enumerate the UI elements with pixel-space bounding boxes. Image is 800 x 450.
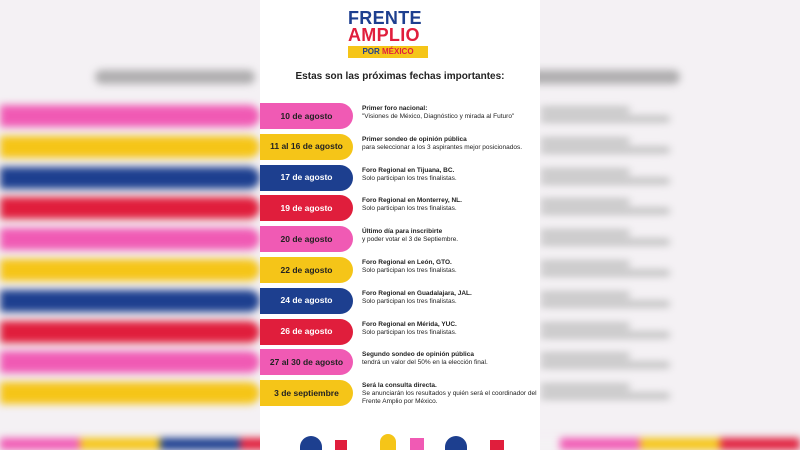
event-text xyxy=(362,382,538,406)
logo-mexico-text: MÉXICO xyxy=(382,47,414,56)
event-title: Foro Regional en Mérida, YUC. xyxy=(362,320,457,328)
event-row xyxy=(260,257,540,283)
blurred-pill xyxy=(0,197,260,219)
blurred-text-line xyxy=(540,138,630,144)
event-row xyxy=(260,288,540,314)
event-date-pill: 19 de agosto xyxy=(260,195,353,221)
event-title: Último día para inscribirte xyxy=(362,228,443,236)
event-date-pill: 11 al 16 de agosto xyxy=(260,134,353,160)
blurred-text-line xyxy=(540,169,630,175)
blurred-text-line xyxy=(540,292,630,298)
blurred-pill xyxy=(0,321,260,343)
page-title: Estas son las próximas fechas importantes: xyxy=(295,71,505,82)
blurred-heading xyxy=(95,70,255,84)
event-description: y poder votar el 3 de Septiembre. xyxy=(362,236,459,244)
blurred-pill xyxy=(0,105,260,127)
blurred-text-line xyxy=(540,230,630,236)
event-row xyxy=(260,195,540,221)
event-text xyxy=(362,228,538,244)
event-description: Solo participan los tres finalistas. xyxy=(362,297,457,305)
event-title: Foro Regional en León, GTO. xyxy=(362,259,452,266)
blurred-pill xyxy=(0,136,260,158)
logo-por-text: POR xyxy=(362,47,382,56)
blurred-text-line xyxy=(540,116,670,122)
event-title: Foro Regional en Monterrey, NL. xyxy=(362,197,462,205)
event-text xyxy=(362,197,538,213)
event-title: Será la consulta directa. xyxy=(362,382,437,390)
event-date-pill: 27 al 30 de agosto xyxy=(260,349,353,375)
blurred-heading xyxy=(530,70,680,84)
event-text xyxy=(362,321,538,337)
event-description: Solo participan los tres finalistas. xyxy=(362,328,457,336)
frente-amplio-logo xyxy=(348,10,458,58)
blurred-pill xyxy=(0,259,260,281)
event-description: Se anunciarán los resultados y quién será el coordinador del Frente Amplio por México. xyxy=(362,390,537,406)
blurred-pill xyxy=(0,382,260,404)
event-row xyxy=(260,103,540,129)
blurred-text-line xyxy=(540,393,670,399)
blurred-text-line xyxy=(540,362,670,368)
event-text xyxy=(362,351,538,367)
event-description: Solo participan los tres finalistas. xyxy=(362,205,457,213)
event-row xyxy=(260,134,540,160)
blurred-text-line xyxy=(540,301,670,307)
event-title: Primer foro nacional: xyxy=(362,105,428,112)
blurred-text-line xyxy=(540,147,670,153)
logo-bar-por-mexico xyxy=(348,46,428,58)
logo-line-amplio: AMPLIO xyxy=(348,25,420,45)
blurred-text-line xyxy=(540,332,670,338)
blurred-pill xyxy=(0,167,260,189)
blurred-right-panel xyxy=(530,0,800,450)
event-date-pill: 10 de agosto xyxy=(260,103,353,129)
event-text xyxy=(362,136,538,152)
event-text xyxy=(362,259,538,275)
event-description: tendrá un valor del 50% en la elección final. xyxy=(362,359,488,367)
blurred-pill xyxy=(0,351,260,373)
bottom-decoration xyxy=(260,422,540,450)
schedule-card xyxy=(260,0,540,450)
blurred-text-line xyxy=(540,384,630,390)
blurred-text-line xyxy=(540,353,630,359)
blurred-pill xyxy=(0,290,260,312)
blurred-text-line xyxy=(540,199,630,205)
blurred-text-line xyxy=(540,239,670,245)
blurred-text-line xyxy=(540,323,630,329)
event-date-pill: 3 de septiembre xyxy=(260,380,353,406)
event-text xyxy=(362,290,538,306)
logo-line-frente: FRENTE xyxy=(348,8,422,28)
event-text xyxy=(362,167,538,183)
event-date-pill: 24 de agosto xyxy=(260,288,353,314)
event-date-pill: 22 de agosto xyxy=(260,257,353,283)
event-date-pill: 17 de agosto xyxy=(260,165,353,191)
blurred-pill xyxy=(0,228,260,250)
event-description: "Visiones de México, Diagnóstico y mirada al Futuro" xyxy=(362,113,515,120)
event-row xyxy=(260,319,540,345)
event-title: Foro Regional en Tijuana, BC. xyxy=(362,166,455,174)
event-row xyxy=(260,226,540,252)
blurred-text-line xyxy=(540,261,630,267)
event-row xyxy=(260,380,540,406)
event-title: Foro Regional en Guadalajara, JAL. xyxy=(362,289,472,297)
event-description: Solo participan los tres finalistas. xyxy=(362,174,457,182)
event-date-pill: 20 de agosto xyxy=(260,226,353,252)
blurred-left-panel xyxy=(0,0,270,450)
event-title: Primer sondeo de opinión pública xyxy=(362,135,467,143)
blurred-text-line xyxy=(540,178,670,184)
event-date-pill: 26 de agosto xyxy=(260,319,353,345)
event-row xyxy=(260,349,540,375)
event-row xyxy=(260,165,540,191)
blurred-text-line xyxy=(540,107,630,113)
blurred-text-line xyxy=(540,270,670,276)
event-description: para seleccionar a los 3 aspirantes mejor posicionados. xyxy=(362,143,523,151)
blurred-text-line xyxy=(540,208,670,214)
event-title: Segundo sondeo de opinión pública xyxy=(362,351,474,359)
event-description: Solo participan los tres finalistas. xyxy=(362,267,457,274)
event-text xyxy=(362,105,538,121)
